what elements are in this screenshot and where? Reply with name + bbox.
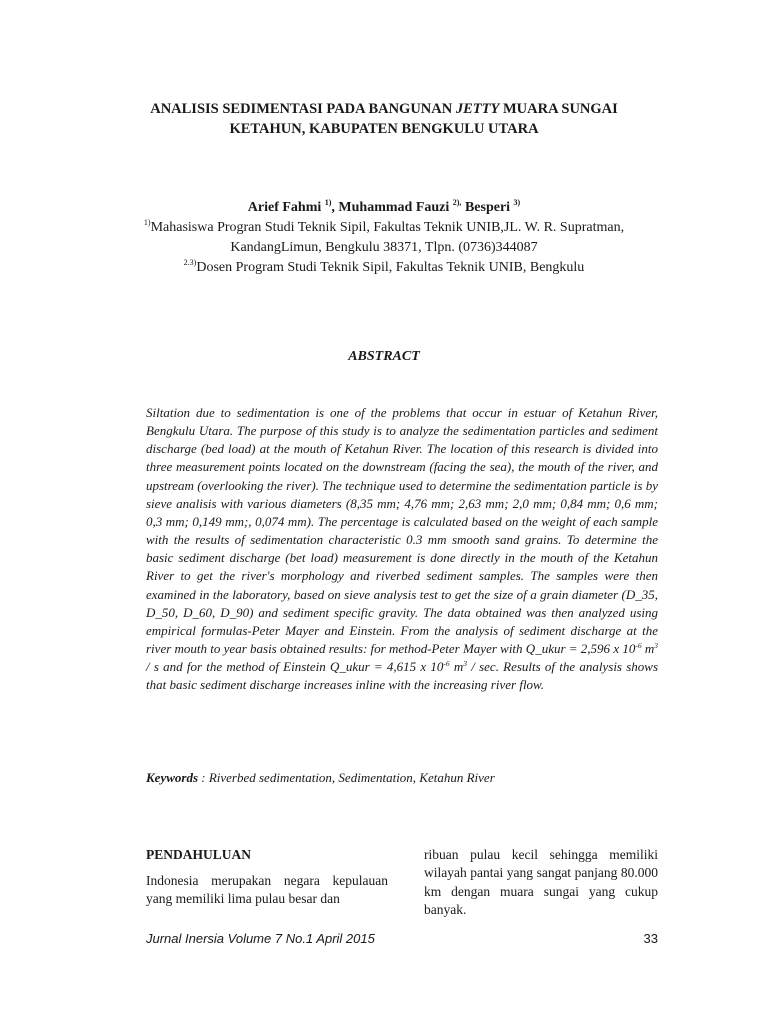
journal-footer: Jurnal Inersia Volume 7 No.1 April 2015 [146,931,375,946]
keywords-label: Keywords [146,770,198,785]
author-block [100,198,668,278]
section-heading: PENDAHULUAN [146,847,252,862]
intro-right-column [424,846,658,920]
intro-paragraph-right: ribuan pulau kecil sehingga memiliki wilayah pantai yang sangat panjang 80.000 km dengan muara sungai yang cukup banyak. [424,847,658,918]
page-number: 33 [643,931,658,946]
intro-left-column [146,846,388,909]
title-line-1: ANALISIS SEDIMENTASI PADA BANGUNAN JETTY MUARA SUNGAI [150,101,618,117]
abstract-text: Siltation due to sedimentation is one of the problems that occur in estuar of Ketahun River, Bengkulu Utara. The purpose of this study is to analyze the sedimentation particles and sediment discharge (bed load) at the mouth of Ketahun River. The location of this research is divided into three measurement points located on the downstream (facing the sea), the mouth of the river, and upstream (overlooking the river). The technique used to determine the sedimentation particle is by sieve analisis with various diameters (8,35 mm; 4,76 mm; 2,63 mm; 2,0 mm; 0,84 mm; 0,6 mm; 0,3 mm; 0,149 mm;, 0,074 mm). The percentage is calculated based on the weight of each sample with the results of sedimentation characteristic 0.3 mm smooth sand grains. To determine the basic sediment discharge (bet load) measurement is done directly in the mouth of the Ketahun River to get the river's morphology and riverbed sediment samples. The samples were then examined in the laboratory, based on sieve analysis test to get the size of a grain diameter (D_35, D_50, D_60, D_90) and sediment specific gravity. The data obtained was then analyzed using empirical formulas-Peter Mayer and Einstein. From the analysis of sediment discharge at the river mouth to year basis obtained results: for method-Peter Mayer with Q_ukur = 2,596 x $10^{-6}$ $m^3$ / s and for the method of Einstein Q_ukur = 4,615 x $10^{-6}$ $m^3$ / sec. Results of the analysis shows that basic sediment discharge increases inline with the increasing river flow. [146,405,658,693]
title-line-2: KETAHUN, KABUPATEN BENGKULU UTARA [229,121,539,137]
title-emphasis: JETTY [455,101,500,117]
paper-title [100,99,668,139]
affiliation-2: $^{2.3)}$Dosen Program Studi Teknik Sipil, Fakultas Teknik UNIB, Bengkulu [183,258,585,275]
affiliation-1-address: KandangLimun, Bengkulu 38371, Tlpn. (0736)344087 [230,240,538,255]
intro-paragraph-left: Indonesia merupakan negara kepulauan yang memiliki lima pulau besar dan [146,873,388,907]
abstract-heading: ABSTRACT [348,349,420,364]
author-names: Arief Fahmi $^{1)}$, Muhammad Fauzi $^{2),}$ Besperi $^{3)}$ [247,198,521,215]
keywords-line [146,770,658,786]
affiliation-1: $^{1)}$Mahasiswa Progran Studi Teknik Sipil, Fakultas Teknik UNIB,JL. W. R. Supratman, [143,218,625,235]
keywords-list: : Riverbed sedimentation, Sedimentation, Ketahun River [198,770,495,785]
